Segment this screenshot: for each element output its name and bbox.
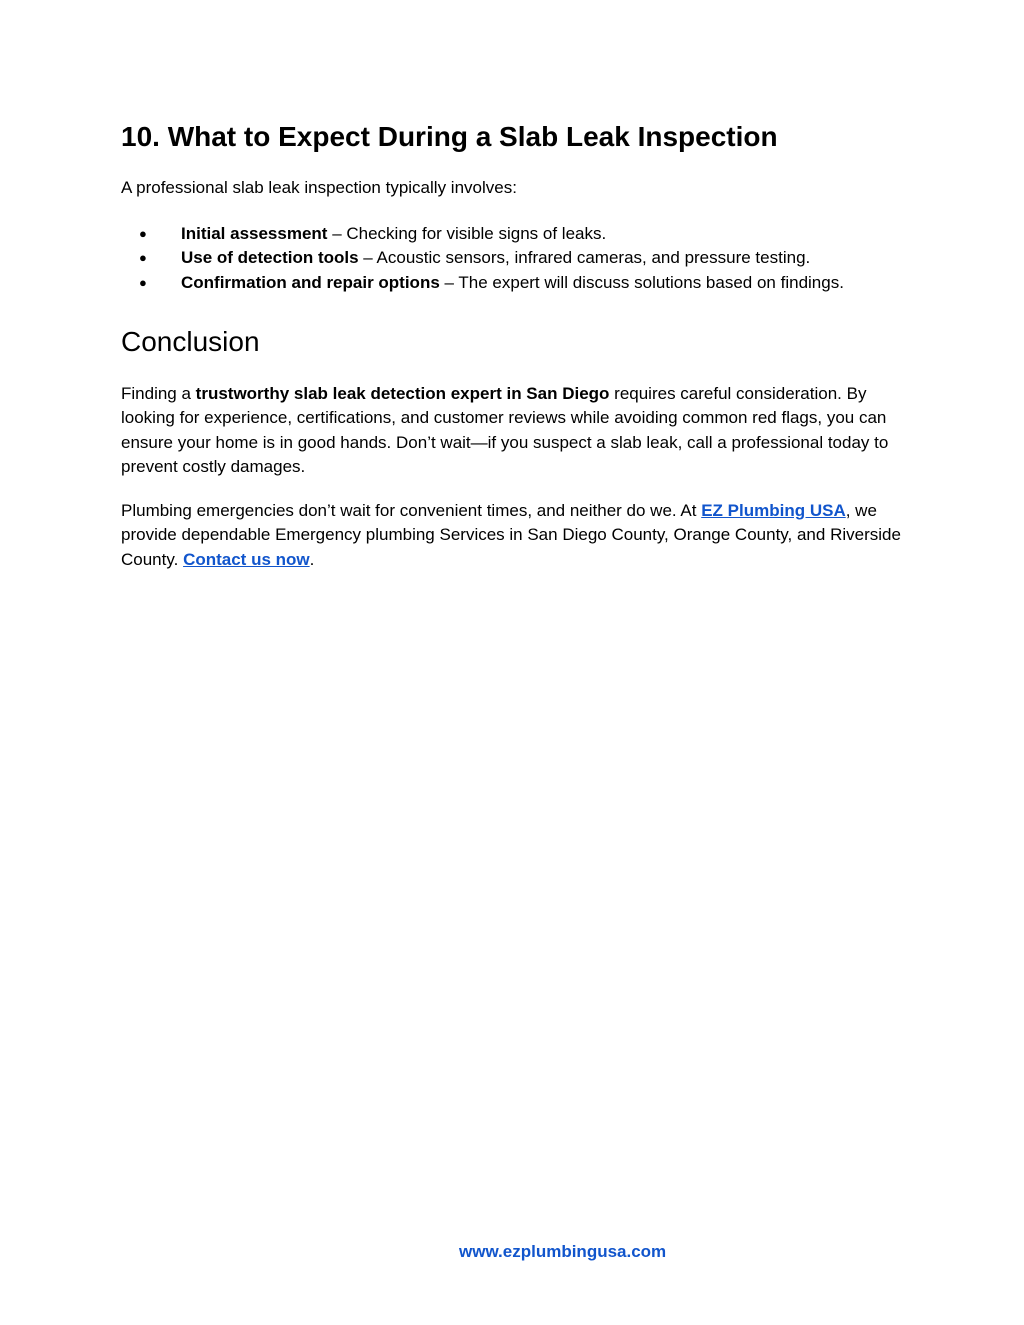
list-item-text: – Checking for visible signs of leaks. [327, 224, 607, 243]
ez-plumbing-link[interactable]: EZ Plumbing USA [701, 501, 846, 520]
list-item [121, 222, 844, 246]
paragraph-text: Finding a [121, 384, 196, 403]
intro-text: A professional slab leak inspection typically involves: [121, 178, 517, 197]
paragraph-text: , we provide dependable Emergency plumbing Services in San Diego County, Orange County, and Riverside County. [121, 501, 901, 569]
paragraph-text: Plumbing emergencies don’t wait for convenient times, and neither do we. At [121, 501, 702, 520]
list-item-title: Confirmation and repair options [181, 272, 440, 292]
footer-website-url[interactable]: www.ezplumbingusa.com [459, 1242, 667, 1261]
paragraph-text: requires careful consideration. By looking for experience, certifications, and customer reviews while avoiding common red flags, you can ensure your home is in good hands. Don’t wait—if you suspect a slab leak, call a professional today to prevent costly damages. [121, 384, 889, 476]
list-item-text: – The expert will discuss solutions based on findings. [439, 272, 844, 292]
paragraph-text: . [309, 549, 315, 569]
inspection-steps-list [121, 222, 844, 295]
list-item-title: Initial assessment [181, 224, 328, 243]
bullet-icon: ● [139, 250, 147, 266]
bullet-icon: ● [139, 226, 147, 241]
list-item [121, 246, 844, 270]
section-heading: 10. What to Expect During a Slab Leak Inspection [121, 121, 778, 152]
list-item [121, 271, 844, 295]
contact-paragraph [121, 499, 911, 572]
list-item-title: Use of detection tools [181, 248, 359, 268]
paragraph-emphasis: trustworthy slab leak detection expert in San Diego [195, 384, 610, 403]
conclusion-paragraph [121, 382, 911, 479]
list-item-text: – Acoustic sensors, infrared cameras, and pressure testing. [358, 248, 811, 268]
contact-us-link[interactable]: Contact us now [183, 549, 310, 569]
conclusion-heading: Conclusion [121, 326, 260, 357]
bullet-icon: ● [139, 274, 147, 290]
